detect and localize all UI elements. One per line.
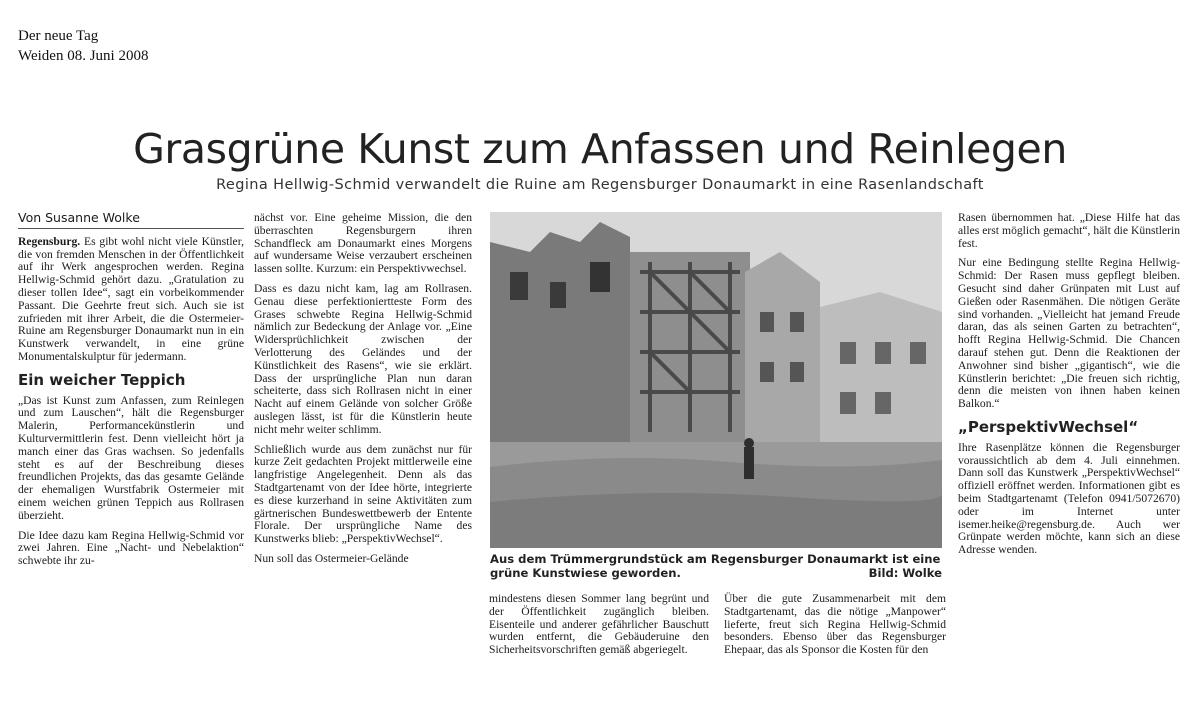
subheading: „PerspektivWechsel“ (958, 417, 1139, 436)
paragraph: Nun soll das Ostermeier-Gelände (254, 551, 409, 565)
ruin-photo-illustration (490, 212, 942, 548)
subtitle: Regina Hellwig-Schmid verwandelt die Ruine am Regensburger Donaumarkt in eine Rasenlandschaft (216, 177, 984, 193)
dateline: Weiden 08. Juni 2008 (18, 48, 149, 64)
paragraph: mindestens diesen Sommer lang begrünt und der Öffentlichkeit zugänglich bleiben. Eisenteile und anderer gefährlicher Bauschutt wurden entfernt, die Gebäuderuine den Sicherheitsvorschriften gemäß abgeriegelt. (489, 592, 709, 657)
photo-credit: Bild: Wolke (868, 566, 942, 580)
photo-caption (490, 552, 942, 580)
caption-text: Aus dem Trümmergrundstück am Regensburger Donaumarkt ist eine grüne Kunstwiese geworden. (490, 552, 941, 580)
paragraph: nächst vor. Eine geheime Mission, die den überraschten Regensburgern ihren Schandfleck am Donaumarkt eines Morgens auf wundersame Weise verzaubert erscheinen lassen sollte. Kurzum: ein Perspektivwechsel. (254, 211, 472, 276)
paragraph: Nur eine Bedingung stellte Regina Hellwig-Schmid: Der Rasen muss gepflegt bleiben. Gesucht sind daher Grünpaten mit Lust auf Gießen oder Rasenmähen. Die nötigen Geräte sind vorhanden. „Vielleicht hat jemand Freude daran, das als seinen Garten zu betrachten“, hofft Regina Hellwig-Schmid. Die Chancen darauf stehen gut. Denn die Reaktionen der Anwohner sind bisher „gigantisch“, wie die Künstlerin berichtet: „Die freuen sich richtig, denn die meisten von ihnen haben keinen Balkon.“ (958, 256, 1180, 411)
paragraph: Dass es dazu nicht kam, lag am Rollrasen. Genau diese perfektioniertteste Form des Grases schwebte Regina Hellwig-Schmid nämlich zur Bedeckung der Anlage vor. „Eine Widersprüchlichkeit zwischen der Verlotterung des Geländes und der Künstlichkeit des Rasens“, wie sie erklärt. Dass der ursprüngliche Plan nun daran scheiterte, dass sich Rollrasen nicht in einer Nacht auf einem Gelände von solcher Größe auslegen lässt, ist für die Künstlerin heute nicht mehr weiter schlimm. (254, 281, 472, 436)
source-block (18, 26, 148, 66)
lead-place: Regensburg. (18, 234, 81, 248)
newspaper-name: Der neue Tag (18, 28, 99, 44)
author-byline: Von Susanne Wolke (18, 212, 244, 229)
article-photo (490, 212, 942, 548)
paragraph: Über die gute Zusammenarbeit mit dem Stadtgartenamt, das die nötige „Manpower“ lieferte, freut sich Regina Hellwig-Schmid besonders. Ebenso über das Regensburger Ehepaar, das als Sponsor die Kosten für den (724, 592, 946, 657)
column-3 (489, 593, 709, 664)
lead-text: Es gibt wohl nicht viele Künstler, die von fremden Menschen in der Öffentlichkeit auf ihr Werk angesprochen werden. Regina Hellwig-Schmid gehört dazu. „Gratulation zu dieser tollen Idee“, sagt ein vorbeikommender Passant. Die Geehrte freut sich. Auch sie ist zufrieden mit ihrer Arbeit, die die Ostermeier-Ruine am Regensburger Donaumarkt nun in ein Kunstwerk verwandelt, in eine grüne Monumentalskulptur für jedermann. (18, 234, 244, 363)
column-1 (18, 212, 244, 575)
paragraph: „Das ist Kunst zum Anfassen, zum Reinlegen und zum Lauschen“, hält die Regensburger Malerin, Performancekünstlerin und Kulturvermittlerin fest. Denn vielleicht hört ja manch einer das Gras wachsen. So jedenfalls steht es auf der Beschreibung dieses freundlichen Projekts, das das gesamte Gelände der ehemaligen Wurstfabrik Ostermeier mit einem weichen grünen Teppich aus Rollrasen überzieht. (18, 393, 244, 522)
column-2 (254, 212, 472, 573)
headline: Grasgrüne Kunst zum Anfassen und Reinlegen (133, 125, 1067, 173)
paragraph: Die Idee dazu kam Regina Hellwig-Schmid vor zwei Jahren. Eine „Nacht- und Nebelaktion“ schwebte ihr zu- (18, 528, 244, 568)
paragraph: Schließlich wurde aus dem zunächst nur für kurze Zeit gedachten Projekt mittlerweile eine langfristige Angelegenheit. Denn als das Stadtgartenamt von der Idee hörte, integrierte es diese kurzerhand in seine Aktivitäten zum gärtnerischen Bundeswettbewerb der Entente Florale. Der ursprüngliche Name des Kunstwerks blieb: „PerspektivWechsel“. (254, 442, 472, 546)
subheading: Ein weicher Teppich (18, 370, 186, 389)
column-4 (724, 593, 946, 664)
column-5 (958, 212, 1180, 564)
paragraph: Ihre Rasenplätze können die Regensburger voraussichtlich ab dem 4. Juli einnehmen. Dann soll das Kunstwerk „PerspektivWechsel“ offiziell eröffnet werden. Informationen gibt es beim Stadtgartenamt (Telefon 0941/5072670) oder im Internet unter isemer.heike@regensburg.de. Auch wer Grünpate werden möchte, kann sich an diese Adresse wenden. (958, 440, 1180, 557)
paragraph (18, 236, 244, 364)
paragraph: Rasen übernommen hat. „Diese Hilfe hat das alles erst möglich gemacht“, hält die Künstlerin fest. (958, 211, 1180, 250)
